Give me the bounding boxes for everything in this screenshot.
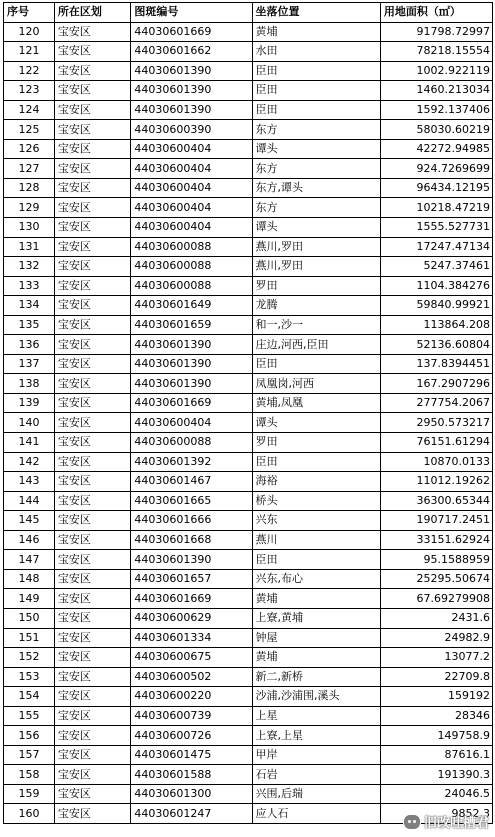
cell-area: 277754.2067 <box>380 393 492 413</box>
header-district: 所在区划 <box>54 3 130 23</box>
cell-seq: 141 <box>4 433 55 453</box>
cell-parcel-code: 44030601475 <box>131 745 252 765</box>
cell-district: 宝安区 <box>54 81 130 101</box>
cell-seq: 160 <box>4 804 55 824</box>
table-row <box>4 628 493 648</box>
cell-seq: 131 <box>4 237 55 257</box>
table-row <box>4 237 493 257</box>
cell-seq: 134 <box>4 296 55 316</box>
cell-district: 宝安区 <box>54 687 130 707</box>
cell-location: 罗田 <box>252 276 380 296</box>
table-row <box>4 198 493 218</box>
cell-area: 1104.384276 <box>380 276 492 296</box>
cell-location: 石岩 <box>252 765 380 785</box>
cell-area: 28346 <box>380 706 492 726</box>
cell-seq: 158 <box>4 765 55 785</box>
cell-parcel-code: 44030600739 <box>131 706 252 726</box>
cell-district: 宝安区 <box>54 120 130 140</box>
cell-parcel-code: 44030601668 <box>131 530 252 550</box>
table-row <box>4 296 493 316</box>
cell-parcel-code: 44030601390 <box>131 335 252 355</box>
table-body <box>4 22 493 823</box>
cell-location: 臣田 <box>252 100 380 120</box>
table-row <box>4 61 493 81</box>
cell-district: 宝安区 <box>54 296 130 316</box>
cell-location: 上寮,黄埔 <box>252 608 380 628</box>
cell-location: 东方 <box>252 198 380 218</box>
cell-seq: 133 <box>4 276 55 296</box>
table-row <box>4 120 493 140</box>
cell-district: 宝安区 <box>54 61 130 81</box>
cell-parcel-code: 44030600088 <box>131 433 252 453</box>
cell-area: 96434.12195 <box>380 178 492 198</box>
cell-district: 宝安区 <box>54 335 130 355</box>
cell-seq: 144 <box>4 491 55 511</box>
cell-parcel-code: 44030601649 <box>131 296 252 316</box>
cell-area: 42272.94985 <box>380 139 492 159</box>
table-row <box>4 491 493 511</box>
cell-seq: 153 <box>4 667 55 687</box>
cell-location: 兴东,布心 <box>252 569 380 589</box>
cell-seq: 127 <box>4 159 55 179</box>
cell-seq: 157 <box>4 745 55 765</box>
cell-parcel-code: 44030601390 <box>131 61 252 81</box>
cell-area: 22709.8 <box>380 667 492 687</box>
table-row <box>4 452 493 472</box>
table-row <box>4 139 493 159</box>
cell-location: 钟屋 <box>252 628 380 648</box>
cell-parcel-code: 44030601390 <box>131 354 252 374</box>
table-row <box>4 81 493 101</box>
cell-parcel-code: 44030601588 <box>131 765 252 785</box>
cell-district: 宝安区 <box>54 159 130 179</box>
cell-parcel-code: 44030600220 <box>131 687 252 707</box>
cell-seq: 146 <box>4 530 55 550</box>
cell-district: 宝安区 <box>54 257 130 277</box>
table-row <box>4 550 493 570</box>
table-row <box>4 159 493 179</box>
cell-district: 宝安区 <box>54 354 130 374</box>
cell-location: 凤凰岗,河西 <box>252 374 380 394</box>
cell-location: 燕川 <box>252 530 380 550</box>
cell-seq: 132 <box>4 257 55 277</box>
cell-area: 33151.62924 <box>380 530 492 550</box>
cell-location: 沙浦,沙浦围,溪头 <box>252 687 380 707</box>
cell-area: 1555.527731 <box>380 218 492 238</box>
cell-parcel-code: 44030601665 <box>131 491 252 511</box>
cell-area: 190717.2451 <box>380 511 492 531</box>
cell-seq: 121 <box>4 42 55 62</box>
table-row <box>4 218 493 238</box>
cell-parcel-code: 44030601247 <box>131 804 252 824</box>
cell-parcel-code: 44030601390 <box>131 100 252 120</box>
watermark <box>403 812 489 831</box>
cell-location: 东方,谭头 <box>252 178 380 198</box>
cell-parcel-code: 44030600502 <box>131 667 252 687</box>
cell-district: 宝安区 <box>54 139 130 159</box>
cell-area: 191390.3 <box>380 765 492 785</box>
cell-parcel-code: 44030601669 <box>131 393 252 413</box>
cell-seq: 150 <box>4 608 55 628</box>
cell-seq: 128 <box>4 178 55 198</box>
cell-seq: 143 <box>4 472 55 492</box>
cell-area: 113864.208 <box>380 315 492 335</box>
cell-parcel-code: 44030601390 <box>131 81 252 101</box>
table-row <box>4 608 493 628</box>
cell-seq: 138 <box>4 374 55 394</box>
cell-parcel-code: 44030600675 <box>131 648 252 668</box>
cell-location: 水田 <box>252 42 380 62</box>
cell-parcel-code: 44030600088 <box>131 276 252 296</box>
cell-location: 谭头 <box>252 218 380 238</box>
cell-location: 黄埔 <box>252 22 380 42</box>
header-location: 坐落位置 <box>252 3 380 23</box>
cell-area: 76151.61294 <box>380 433 492 453</box>
cell-parcel-code: 44030601300 <box>131 784 252 804</box>
table-row <box>4 589 493 609</box>
cell-parcel-code: 44030601390 <box>131 550 252 570</box>
table-row <box>4 569 493 589</box>
cell-district: 宝安区 <box>54 22 130 42</box>
cell-parcel-code: 44030600404 <box>131 159 252 179</box>
cell-district: 宝安区 <box>54 648 130 668</box>
table-row <box>4 745 493 765</box>
cell-area: 1002.922119 <box>380 61 492 81</box>
cell-seq: 126 <box>4 139 55 159</box>
cell-parcel-code: 44030600404 <box>131 218 252 238</box>
table-row <box>4 667 493 687</box>
cell-district: 宝安区 <box>54 491 130 511</box>
cell-district: 宝安区 <box>54 550 130 570</box>
cell-parcel-code: 44030601666 <box>131 511 252 531</box>
cell-area: 67.69279908 <box>380 589 492 609</box>
cell-seq: 120 <box>4 22 55 42</box>
cell-district: 宝安区 <box>54 433 130 453</box>
cell-location: 和一,沙一 <box>252 315 380 335</box>
cell-area: 10870.0133 <box>380 452 492 472</box>
table-row <box>4 413 493 433</box>
cell-district: 宝安区 <box>54 765 130 785</box>
cell-area: 2431.6 <box>380 608 492 628</box>
cell-location: 燕川,罗田 <box>252 237 380 257</box>
table-row <box>4 335 493 355</box>
cell-area: 1460.213034 <box>380 81 492 101</box>
table-row <box>4 472 493 492</box>
cell-district: 宝安区 <box>54 393 130 413</box>
cell-location: 兴东 <box>252 511 380 531</box>
header-area: 用地面积（㎡） <box>380 3 492 23</box>
cell-parcel-code: 44030601392 <box>131 452 252 472</box>
cell-location: 新二,新桥 <box>252 667 380 687</box>
cell-area: 24046.5 <box>380 784 492 804</box>
cell-location: 谭头 <box>252 139 380 159</box>
cell-seq: 147 <box>4 550 55 570</box>
cell-parcel-code: 44030601669 <box>131 22 252 42</box>
table-row <box>4 433 493 453</box>
cell-seq: 137 <box>4 354 55 374</box>
cell-parcel-code: 44030600088 <box>131 257 252 277</box>
cell-district: 宝安区 <box>54 472 130 492</box>
cell-area: 10218.47219 <box>380 198 492 218</box>
cell-area: 137.8394451 <box>380 354 492 374</box>
cell-location: 应人石 <box>252 804 380 824</box>
cell-area: 924.7269699 <box>380 159 492 179</box>
cell-location: 东方 <box>252 159 380 179</box>
table-row <box>4 374 493 394</box>
cell-parcel-code: 44030600088 <box>131 237 252 257</box>
cell-seq: 130 <box>4 218 55 238</box>
table-row <box>4 354 493 374</box>
header-parcel-code: 图斑编号 <box>131 3 252 23</box>
table-row <box>4 257 493 277</box>
cell-location: 燕川,罗田 <box>252 257 380 277</box>
cell-seq: 123 <box>4 81 55 101</box>
table-row <box>4 22 493 42</box>
cell-parcel-code: 44030601334 <box>131 628 252 648</box>
table-row <box>4 276 493 296</box>
table-row <box>4 765 493 785</box>
cell-location: 桥头 <box>252 491 380 511</box>
cell-location: 臣田 <box>252 550 380 570</box>
header-seq: 序号 <box>4 3 55 23</box>
cell-parcel-code: 44030600404 <box>131 139 252 159</box>
cell-district: 宝安区 <box>54 511 130 531</box>
cell-district: 宝安区 <box>54 628 130 648</box>
cell-area: 25295.50674 <box>380 569 492 589</box>
table-row <box>4 42 493 62</box>
cell-parcel-code: 44030601669 <box>131 589 252 609</box>
cell-area: 5247.37461 <box>380 257 492 277</box>
cell-seq: 140 <box>4 413 55 433</box>
cell-seq: 125 <box>4 120 55 140</box>
cell-district: 宝安区 <box>54 745 130 765</box>
cell-district: 宝安区 <box>54 315 130 335</box>
cell-area: 167.2907296 <box>380 374 492 394</box>
cell-area: 1592.137406 <box>380 100 492 120</box>
table-row <box>4 100 493 120</box>
cell-area: 52136.60804 <box>380 335 492 355</box>
cell-parcel-code: 44030600390 <box>131 120 252 140</box>
cell-location: 臣田 <box>252 354 380 374</box>
cell-parcel-code: 44030600404 <box>131 198 252 218</box>
cell-parcel-code: 44030601657 <box>131 569 252 589</box>
cell-district: 宝安区 <box>54 42 130 62</box>
cell-area: 17247.47134 <box>380 237 492 257</box>
cell-location: 臣田 <box>252 452 380 472</box>
cell-location: 东方 <box>252 120 380 140</box>
cell-district: 宝安区 <box>54 804 130 824</box>
cell-seq: 159 <box>4 784 55 804</box>
cell-parcel-code: 44030600404 <box>131 178 252 198</box>
cell-seq: 154 <box>4 687 55 707</box>
cell-location: 海裕 <box>252 472 380 492</box>
cell-seq: 156 <box>4 726 55 746</box>
table-row <box>4 726 493 746</box>
cell-district: 宝安区 <box>54 198 130 218</box>
cell-seq: 151 <box>4 628 55 648</box>
cell-seq: 142 <box>4 452 55 472</box>
cell-seq: 148 <box>4 569 55 589</box>
cell-location: 谭头 <box>252 413 380 433</box>
cell-seq: 129 <box>4 198 55 218</box>
cell-district: 宝安区 <box>54 706 130 726</box>
cell-location: 臣田 <box>252 61 380 81</box>
cell-seq: 122 <box>4 61 55 81</box>
cell-area: 149758.9 <box>380 726 492 746</box>
cell-district: 宝安区 <box>54 667 130 687</box>
land-parcel-table <box>3 2 493 824</box>
cell-area: 2950.573217 <box>380 413 492 433</box>
cell-location: 黄埔,凤凰 <box>252 393 380 413</box>
cell-seq: 145 <box>4 511 55 531</box>
cell-district: 宝安区 <box>54 569 130 589</box>
cell-area: 95.1588959 <box>380 550 492 570</box>
cell-location: 上寮,上星 <box>252 726 380 746</box>
cell-location: 龙腾 <box>252 296 380 316</box>
cell-parcel-code: 44030601390 <box>131 374 252 394</box>
watermark-text: 旧改吐槽君 <box>423 816 489 831</box>
cell-district: 宝安区 <box>54 784 130 804</box>
cell-seq: 149 <box>4 589 55 609</box>
cell-district: 宝安区 <box>54 237 130 257</box>
cell-location: 上星 <box>252 706 380 726</box>
cell-district: 宝安区 <box>54 218 130 238</box>
cell-district: 宝安区 <box>54 530 130 550</box>
table-header-row <box>4 3 493 23</box>
cell-parcel-code: 44030600629 <box>131 608 252 628</box>
table-row <box>4 784 493 804</box>
cell-parcel-code: 44030600404 <box>131 413 252 433</box>
cell-area: 78218.15554 <box>380 42 492 62</box>
cell-district: 宝安区 <box>54 100 130 120</box>
cell-seq: 152 <box>4 648 55 668</box>
cell-district: 宝安区 <box>54 726 130 746</box>
table-row <box>4 393 493 413</box>
cell-location: 黄埔 <box>252 589 380 609</box>
cell-seq: 136 <box>4 335 55 355</box>
cell-parcel-code: 44030600726 <box>131 726 252 746</box>
cell-location: 罗田 <box>252 433 380 453</box>
cell-seq: 155 <box>4 706 55 726</box>
cell-district: 宝安区 <box>54 413 130 433</box>
cell-area: 13077.2 <box>380 648 492 668</box>
table-row <box>4 178 493 198</box>
cell-area: 159192 <box>380 687 492 707</box>
cell-area: 36300.65344 <box>380 491 492 511</box>
table-row <box>4 648 493 668</box>
table-row <box>4 511 493 531</box>
cell-parcel-code: 44030601659 <box>131 315 252 335</box>
cell-district: 宝安区 <box>54 608 130 628</box>
cell-area: 58030.60219 <box>380 120 492 140</box>
table-row <box>4 706 493 726</box>
cell-area: 87616.1 <box>380 745 492 765</box>
cell-area: 91798.72997 <box>380 22 492 42</box>
wechat-icon <box>403 814 421 830</box>
cell-location: 庄边,河西,臣田 <box>252 335 380 355</box>
cell-location: 臣田 <box>252 81 380 101</box>
cell-area: 59840.99921 <box>380 296 492 316</box>
cell-location: 甲岸 <box>252 745 380 765</box>
cell-location: 黄埔 <box>252 648 380 668</box>
cell-seq: 124 <box>4 100 55 120</box>
cell-area: 11012.19262 <box>380 472 492 492</box>
table-row <box>4 530 493 550</box>
cell-district: 宝安区 <box>54 178 130 198</box>
cell-area: 9852.3 <box>380 804 492 824</box>
cell-district: 宝安区 <box>54 276 130 296</box>
table-row <box>4 315 493 335</box>
table-row <box>4 687 493 707</box>
cell-parcel-code: 44030601662 <box>131 42 252 62</box>
cell-parcel-code: 44030601467 <box>131 472 252 492</box>
cell-location: 兴围,后瑞 <box>252 784 380 804</box>
cell-district: 宝安区 <box>54 452 130 472</box>
cell-district: 宝安区 <box>54 589 130 609</box>
cell-area: 24982.9 <box>380 628 492 648</box>
cell-seq: 135 <box>4 315 55 335</box>
cell-district: 宝安区 <box>54 374 130 394</box>
cell-seq: 139 <box>4 393 55 413</box>
